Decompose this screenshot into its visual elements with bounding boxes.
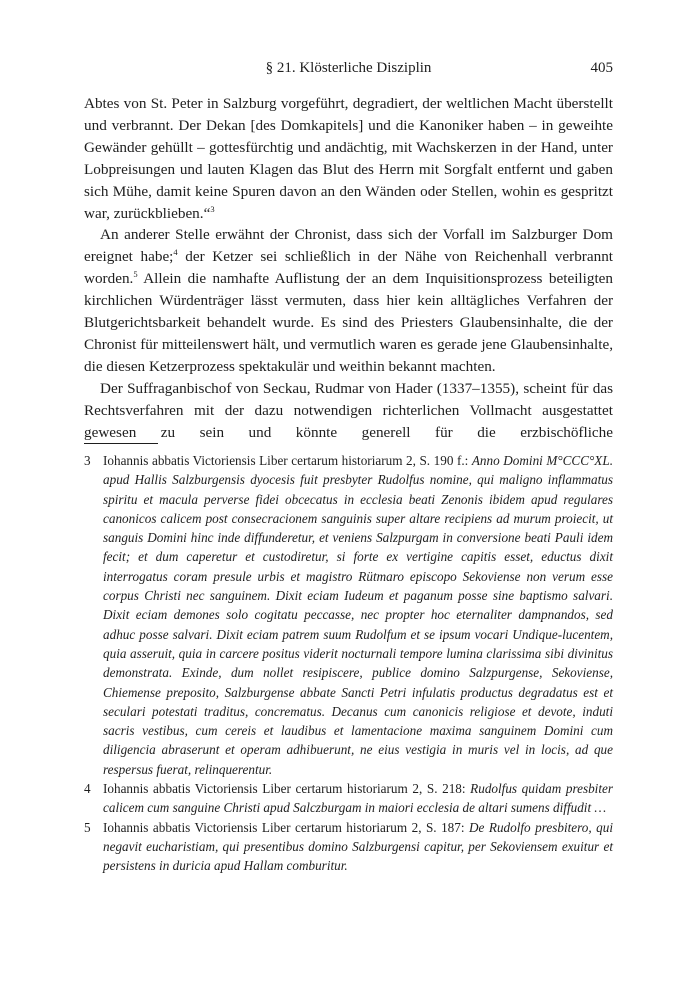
main-text [84,93,613,444]
footnote [84,451,613,779]
footnote-number: 3 [84,453,91,468]
footnote-number: 4 [84,781,91,797]
footnote-quotation: De Rudolfo presbitero, qui negavit eucharistiam, qui presentibus domino Salzburgensi capitur, per Sekoviensem exuitur et persistens in duricia apud Hallam comburitur. [103,819,614,874]
footnote-divider [84,443,158,444]
footnotes [84,451,613,876]
paragraph [84,93,613,224]
footnote-quotation: Anno Domini M°CCC°XL. apud Hallis Salzburgensis dyocesis fuit presbyter Rudolfus nomine, qui maligno inflammatus spiritu et macula perverse fidei obcecatus in ecclesia beati Zenonis ibidem apud regulares canonicos calicem post consecracionem sanguinis super altare recipiens ad murum proiecit, ut sanguis Domini hinc inde diffunderetur, et veniens Salzpurgam in conversione beati Pauli idem fecit; et dum caperetur et custodiretur, si forte ex vertigine capitis esset, eductus dixit interrogatus coram presule urbis et magistro Rütmaro episcopo Sekoviense non verum esse corpus Christi nec sanguinem. Dixit eciam Iudeum et paganum posse sine baptismo salvari. Dixit eciam demones solo cogitatu peccasse, nec propter hoc eternaliter dampnandos, sed adhuc posse salvari. Dixit eciam patrem suum Rudolfum et se ipsum vocari Undique-lucentem, quia asseruit, quia in carcere positus viderit nocturnali tempore lumina clarissima sibi divinitus demonstrata. Exinde, dum nollet resipiscere, publice domino Salzpurgense, Sekoviense, Chiemense preposito, Salzburgense abbate Sancti Petri infulatis productus degradatus est et seculari potestati traditus, concrematus. Decanus cum canonicis religiose et devote, induti sacris vestibus, cum cereis et laudibus et lamentacione maxima sanguinem Domini cum diligencia abraserunt et operam adhibuerunt, ne eius vestigia in muris vel in locis, ad que respersus fuerat, relinquerentur. [103,453,613,777]
footnote [84,818,613,876]
paragraph-text: Allein die namhafte Auflistung der an dem Inquisitionsprozess beteiligten kirchlichen Würdenträger lässt vermuten, dass hier kein alltägliches Verfahren der Blutgerichtsbarkeit behandelt wurde. Es sind des Priesters Glaubensinhalte, die der Chronist für mitteilenswert hält, und vermutlich waren es gerade jene Glaubensinhalte, die diesen Ketzerprozess spektakulär und weithin bekannt machten. [84,270,613,375]
page-header [84,60,613,82]
paragraph-text: Abtes von St. Peter in Salzburg vorgeführt, degradiert, der weltlichen Macht überstellt und verbrannt. Der Dekan [des Domkapitels] und die Kanoniker haben – in geweihte Gewänder gehüllt – gottesfürchtig und andächtig, mit Wachskerzen in der Hand, unter Lobpreisungen und lauten Klagen das Blut des Herrn mit Sorgfalt entfernt und gaben sich Mühe, damit keine Spuren davon an den Wänden oder Stellen, wohin es gespritzt war, zurückblieben.“ [84,95,613,222]
footnote [84,779,613,818]
footnote-quotation: Rudolfus quidam presbiter calicem cum sanguine Christi apud Salczburgam in maiori ecclesia de altari sumens diffudit … [103,781,613,816]
running-head: § 21. Klösterliche Disziplin [265,60,432,76]
paragraph [84,378,613,444]
footnote-reference: 5 [133,269,138,280]
footnote-reference: 3 [210,203,215,214]
footnote-number: 5 [84,819,91,835]
page-number: 405 [590,60,613,76]
paragraph-text: Der Suffraganbischof von Seckau, Rudmar von Hader (1337–1355), scheint für das Rechtsverfahren mit der dazu notwendigen richterlichen Vollmacht ausgestattet gewesen zu sein und könnte generell für die erzbischöfliche [84,379,613,441]
paragraph-text: der Ketzer sei schließlich in der Nähe von Reichenhall verbrannt worden. [84,248,614,288]
paragraph [84,224,613,377]
footnote-source: Iohannis abbatis Victoriensis Liber certarum historiarum 2, S. 187: [103,819,470,835]
footnote-reference: 4 [173,247,178,258]
footnote-source: Iohannis abbatis Victoriensis Liber certarum historiarum 2, S. 218: [103,781,471,797]
footnote-source: Iohannis abbatis Victoriensis Liber certarum historiarum 2, S. 190 f.: [103,453,472,468]
paragraph-text: An anderer Stelle erwähnt der Chronist, dass sich der Vorfall im Salzburger Dom ereignet habe; [84,226,613,266]
